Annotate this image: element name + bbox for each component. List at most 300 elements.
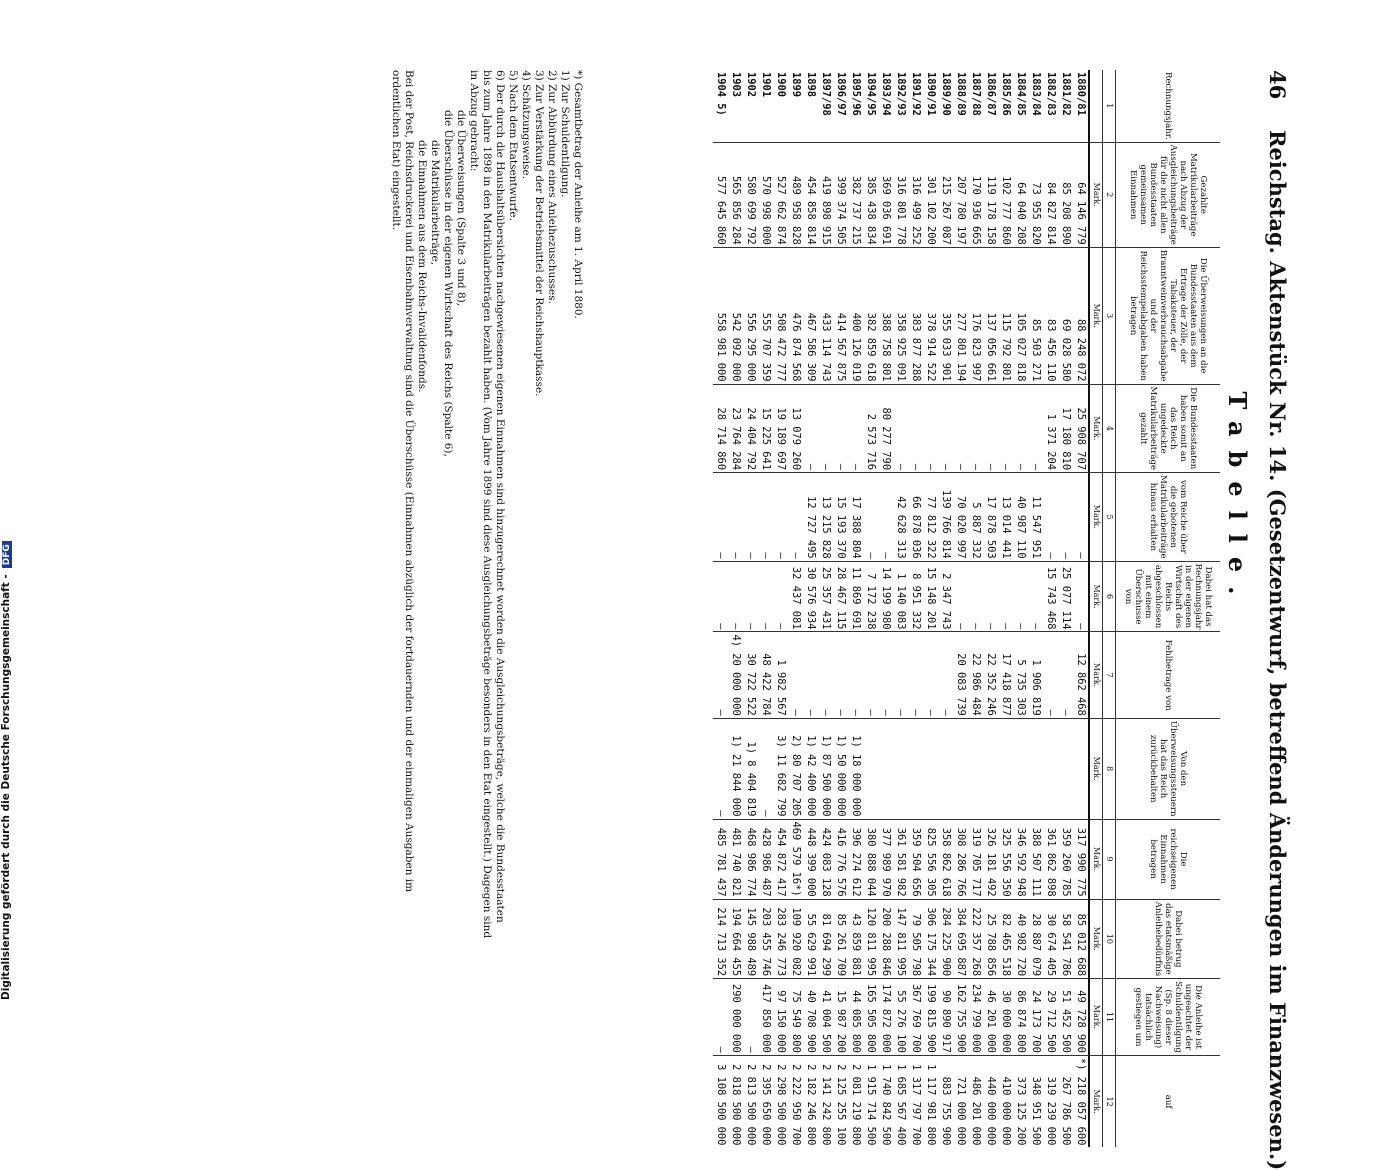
value-cell: 75 549 800 [788,979,803,1056]
value-cell: 346 592 948 [1013,819,1028,899]
footnotes [389,70,584,940]
value-cell: — [938,384,953,473]
value-cell: 85 012 688 [1073,899,1089,979]
value-cell: — [728,561,743,632]
column-number-8: 8 [1103,718,1116,819]
year-cell: 1880/81 [1075,72,1087,116]
value-cell: 58 541 786 [1058,899,1073,979]
value-cell: 64 040 208 [1013,142,1028,247]
year-cell: 1900 [775,72,787,98]
value-cell: 83 456 110 [1043,247,1058,384]
value-cell: 88 248 072 [1073,247,1089,384]
value-cell: 399 374 505 [833,142,848,247]
value-cell: 25 908 707 [1073,384,1089,473]
value-cell: 28 887 079 [1028,899,1043,979]
value-cell: 454 872 417 [773,819,788,899]
year-cell: 1903 [730,72,742,98]
value-cell: 1 915 714 500 [863,1055,878,1147]
value-cell: 2 222 950 700 [788,1055,803,1147]
value-cell: 358 862 618 [938,819,953,899]
footnote-line: 3) Zur Verstärkung der Betriebsmittel der Reichshauptkasse. [533,70,545,397]
value-cell: 15 225 641 [758,384,773,473]
value-cell: — [773,473,788,562]
value-cell: 51 452 500 [1058,979,1073,1056]
value-cell: 176 823 997 [968,247,983,384]
value-cell: — [968,561,983,632]
value-cell [998,718,1013,819]
column-number-10: 10 [1103,899,1116,979]
value-cell: 570 998 000 [758,142,773,247]
footnote-line: 1) Zur Schuldentilgung. [559,70,571,198]
value-cell: 468 986 774 [743,819,758,899]
value-cell: — [908,384,923,473]
column-unit-12: Mark. [1089,1055,1103,1147]
value-cell: 284 225 900 [938,899,953,979]
value-cell: 555 707 359 [758,247,773,384]
value-cell [1028,718,1043,819]
value-cell: — [953,384,968,473]
value-cell: 2 081 219 800 [848,1055,863,1147]
value-cell: 2 347 743 [938,561,953,632]
value-cell: 400 126 019 [848,247,863,384]
column-unit-4: Mark. [1089,384,1103,473]
value-cell: 215 267 087 [938,142,953,247]
year-cell: 1897/98 [820,72,832,116]
value-cell: — [1073,473,1089,562]
column-number-4: 4 [1103,384,1116,473]
value-cell: 42 628 313 [893,473,908,562]
value-cell: 55 629 991 [803,899,818,979]
value-cell: 22 352 246 [983,632,998,718]
footnote-line: die Matrikularbeiträge, [429,140,441,266]
value-cell: 145 988 489 [743,899,758,979]
column-number-12: 12 [1103,1055,1116,1147]
value-cell: — [833,384,848,473]
value-cell: — [893,632,908,718]
value-cell: 69 028 580 [1058,247,1073,384]
value-cell: 1) 21 844 000 [728,718,743,819]
value-cell: 105 027 818 [1013,247,1028,384]
year-cell: 1884/85 [1015,72,1027,116]
value-cell: 17 878 503 [983,473,998,562]
value-cell: 556 295 000 [743,247,758,384]
value-cell: 1 317 797 700 [908,1055,923,1147]
value-cell: — [923,632,938,718]
value-cell: — [713,561,728,632]
footer-text: Digitalisierung gefördert durch die Deutsche Forschungsgemeinschaft - [0,574,12,1000]
value-cell: 508 472 777 [773,247,788,384]
value-cell: 3) 11 682 799 [773,718,788,819]
value-cell: 308 286 766 [953,819,968,899]
value-cell: 43 859 881 [848,899,863,979]
value-cell: 580 699 792 [743,142,758,247]
value-cell: 489 958 828 [788,142,803,247]
value-cell: — [998,561,1013,632]
column-header-2: Gezahlte Matrikularbeiträge nach Abzug der Ausgleichungsbeiträge für die nicht allen Bundesstaaten gemeinsamen Einnahmen [1116,142,1221,247]
column-header-6: Dabei hat das Rechnungsjahr in der eigenen Wirtschaft des Reichs abgeschlossen mit einem Überschusse von [1116,561,1221,632]
value-cell: 44 085 800 [848,979,863,1056]
table-title: Tabelle. [1223,391,1252,609]
value-cell: 214 713 352 [713,899,728,979]
value-cell: 440 000 000 [983,1055,998,1147]
value-cell: 367 769 700 [908,979,923,1056]
value-cell: 424 083 128 [818,819,833,899]
table-row [1073,70,1089,1147]
value-cell: 1 117 981 800 [923,1055,938,1147]
value-cell: 3 108 500 000 [713,1055,728,1147]
column-number-2: 2 [1103,142,1116,247]
value-cell: 174 872 000 [878,979,893,1056]
year-cell: 1890/91 [925,72,937,116]
value-cell: 13 215 828 [818,473,833,562]
value-cell: 222 357 268 [968,899,983,979]
value-cell: 8 951 332 [908,561,923,632]
value-cell: 17 388 804 [848,473,863,562]
value-cell: 32 437 081 [788,561,803,632]
table-row [1013,70,1028,1147]
digitization-footer [0,0,20,1000]
value-cell: 85 208 890 [1058,142,1073,247]
value-cell [1058,718,1073,819]
value-cell: 81 694 299 [818,899,833,979]
value-cell: 86 874 800 [1013,979,1028,1056]
value-cell: 1) 42 400 000 [803,718,818,819]
value-cell: — [713,473,728,562]
value-cell: 17 180 810 [1058,384,1073,473]
value-cell: 2 818 500 000 [728,1055,743,1147]
value-cell: 2 141 242 800 [818,1055,833,1147]
value-cell: 28 714 860 [713,384,728,473]
value-cell: 348 951 500 [1028,1055,1043,1147]
value-cell: 369 036 691 [878,142,893,247]
value-cell: 326 181 492 [983,819,998,899]
column-unit-1 [1089,70,1103,142]
value-cell: 80 277 790 [878,384,893,473]
value-cell [863,718,878,819]
column-header-3: Die Überweisungen an die Bundesstaaten aus dem Ertrage der Zölle, der Tabaksteuer, der Branntweinverbrauchsabgabe und der Reichsstempelabgaben haben betragen [1116,247,1221,384]
year-cell: 1892/93 [895,72,907,116]
table-row [878,70,893,1147]
column-header-12: auf [1116,1055,1221,1147]
value-cell: 290 000 000 [728,979,743,1056]
value-cell: — [788,632,803,718]
value-cell [1043,718,1058,819]
footnote-line: 5) Nach dem Etatsentwurfe. [507,70,519,221]
value-cell: 2 298 500 000 [773,1055,788,1147]
value-cell [908,718,923,819]
column-unit-6: Mark. [1089,561,1103,632]
value-cell [1073,718,1089,819]
value-cell: — [818,632,833,718]
value-cell [983,718,998,819]
column-unit-10: Mark. [1089,899,1103,979]
value-cell: 577 645 860 [713,142,728,247]
column-unit-5: Mark. [1089,473,1103,562]
value-cell: 90 890 917 [938,979,953,1056]
value-cell: 23 764 284 [728,384,743,473]
table-row [998,70,1013,1147]
value-cell: 30 000 000 [998,979,1013,1056]
value-cell: 24 173 700 [1028,979,1043,1056]
dfg-logo: DFG [2,541,12,568]
year-cell: 1894/95 [865,72,877,116]
value-cell: — [983,561,998,632]
value-cell: — [848,632,863,718]
value-cell: 481 740 821 [728,819,743,899]
value-cell: — [1013,384,1028,473]
table-row [953,70,968,1147]
value-cell: 14 199 980 [878,561,893,632]
value-cell: 77 812 322 [923,473,938,562]
value-cell: 97 150 000 [773,979,788,1056]
page-header [1250,70,1290,1170]
year-cell: 1881/82 [1060,72,1072,116]
value-cell: 15 148 201 [923,561,938,632]
value-cell: 1 982 567 [773,632,788,718]
value-cell: 428 986 487 [758,819,773,899]
footnote-line: 6) Der durch die Haushaltsübersichten nachgewiesenen eigenen Einnahmen sind hinzugerechnet worden die Ausgleichungsbeträge, welche die Bundesstaaten bis zum Jahre 1898 in den Matrikularbeiträgen bezahlt haben. (Vom Jahre 1899 sind diese Ausgleichungsbeträge besonders in den Etat eingestellt.) Dagegen sind in Abzug gebracht: [468,70,506,939]
value-cell: 5 887 332 [968,473,983,562]
table-row [983,70,998,1147]
year-cell: 1902 [745,72,757,98]
value-cell: — [1028,561,1043,632]
year-cell: 1901 [760,72,772,98]
value-cell: 527 662 874 [773,142,788,247]
value-cell: 82 465 518 [998,899,1013,979]
value-cell: 30 722 522 [743,632,758,718]
value-cell: 66 878 036 [908,473,923,562]
year-cell: 1896/97 [835,72,847,116]
value-cell: 30 674 405 [1043,899,1058,979]
value-cell: — [728,473,743,562]
value-cell: — [998,384,1013,473]
value-cell: 1 740 842 500 [878,1055,893,1147]
value-cell: 1 906 819 [1028,632,1043,718]
value-cell: — [878,473,893,562]
value-cell: 380 888 044 [863,819,878,899]
value-cell: 825 556 305 [923,819,938,899]
value-cell: 2 182 246 800 [803,1055,818,1147]
value-cell: 721 000 000 [953,1055,968,1147]
value-cell: — [863,632,878,718]
value-cell: — [1013,561,1028,632]
column-header-11: Die Anleihe ist ungeachtet der Schuldentilgung (Sp. 8 dieser Nachweisung) tatsächlich gestiegen um [1116,979,1221,1056]
value-cell: 85 503 271 [1028,247,1043,384]
value-cell: 120 811 995 [863,899,878,979]
table-row [863,70,878,1147]
value-cell: 316 801 778 [893,142,908,247]
value-cell: — [713,979,728,1056]
value-cell: 355 033 901 [938,247,953,384]
value-cell: 4) 20 000 000 [728,632,743,718]
value-cell: 12 727 495 [803,473,818,562]
value-cell: 22 986 484 [968,632,983,718]
value-cell: 70 020 997 [953,473,968,562]
value-cell: 319 239 000 [1043,1055,1058,1147]
value-cell: 55 276 100 [893,979,908,1056]
column-header-4: Die Bundesstaaten haben somit an das Reich ungedeckte Matrikularbeiträge gezahlt [1116,384,1221,473]
value-cell: 378 914 522 [923,247,938,384]
value-cell: 25 788 856 [983,899,998,979]
value-cell: 2) 80 707 205 [788,718,803,819]
value-cell: — [1043,632,1058,718]
value-cell: 384 695 887 [953,899,968,979]
value-cell: — [803,384,818,473]
year-cell: 1888/89 [955,72,967,116]
value-cell: 7 172 238 [863,561,878,632]
value-cell: 28 467 115 [833,561,848,632]
value-cell: 147 811 995 [893,899,908,979]
year-cell: 1899 [790,72,802,98]
value-cell: 15 743 468 [1043,561,1058,632]
value-cell: 15 193 370 [833,473,848,562]
column-number-1: 1 [1103,70,1116,142]
table-row [1058,70,1073,1147]
value-cell: 417 850 000 [758,979,773,1056]
value-cell: 24 404 792 [743,384,758,473]
value-cell: 73 955 820 [1028,142,1043,247]
value-cell: 200 288 846 [878,899,893,979]
value-cell: 15 987 200 [833,979,848,1056]
value-cell: 486 201 000 [968,1055,983,1147]
value-cell: 40 982 720 [1013,899,1028,979]
column-unit-8: Mark. [1089,718,1103,819]
value-cell: 25 357 431 [818,561,833,632]
value-cell: 433 114 743 [818,247,833,384]
value-cell: 448 399 000 [803,819,818,899]
footnote-line: die Überweisungen (Spalte 3 und 8), [455,110,467,307]
table-row [848,70,863,1147]
value-cell: 203 455 746 [758,899,773,979]
column-unit-2: Mark. [1089,142,1103,247]
value-cell: 361 862 898 [1043,819,1058,899]
value-cell: 1 685 567 400 [893,1055,908,1147]
value-cell: 396 274 612 [848,819,863,899]
value-cell: 119 178 158 [983,142,998,247]
value-cell: 377 989 970 [878,819,893,899]
column-header-8: Von den Überweisungssteuern hat das Reich zurückbehalten [1116,718,1221,819]
value-cell: 234 799 000 [968,979,983,1056]
value-cell: 170 936 665 [968,142,983,247]
value-cell: — [773,561,788,632]
finance-table [713,70,1220,1147]
value-cell: — [833,632,848,718]
column-header-5: vom Reiche über die gebotenen Matrikularbeiträge hinaus erhalten [1116,473,1221,562]
column-number-5: 5 [1103,473,1116,562]
table-row [1043,70,1058,1147]
value-cell: 19 189 697 [773,384,788,473]
value-cell: 17 418 877 [998,632,1013,718]
value-cell: — [758,561,773,632]
value-cell: 419 898 915 [818,142,833,247]
value-cell: 85 261 709 [833,899,848,979]
value-cell: 64 146 779 [1073,142,1089,247]
value-cell [878,718,893,819]
table-row [728,70,743,1147]
value-cell: 383 877 288 [908,247,923,384]
table-row [803,70,818,1147]
value-cell: — [953,561,968,632]
value-cell: 283 246 773 [773,899,788,979]
year-cell: 1898 [805,72,817,98]
value-cell: 2 125 255 100 [833,1055,848,1147]
value-cell: 13 014 441 [998,473,1013,562]
value-cell: — [743,561,758,632]
value-cell: — [818,384,833,473]
table-row [833,70,848,1147]
year-cell: 1885/86 [1000,72,1012,116]
table-row [893,70,908,1147]
value-cell: 883 755 900 [938,1055,953,1147]
year-cell: 1891/92 [910,72,922,116]
value-cell: 40 987 110 [1013,473,1028,562]
value-cell: 46 201 000 [983,979,998,1056]
value-cell: 11 869 691 [848,561,863,632]
value-cell: — [803,632,818,718]
value-cell: — [758,718,773,819]
column-number-9: 9 [1103,819,1116,899]
value-cell: 48 422 784 [758,632,773,718]
value-cell: 40 708 900 [803,979,818,1056]
column-header-7: Fehlbetrage von [1116,632,1221,718]
year-cell: 1895/96 [850,72,862,116]
value-cell: 11 547 951 [1028,473,1043,562]
column-unit-3: Mark. [1089,247,1103,384]
year-cell: 1893/94 [880,72,892,116]
value-cell: 382 859 618 [863,247,878,384]
value-cell: — [1043,473,1058,562]
value-cell: — [1058,473,1073,562]
value-cell: — [968,384,983,473]
column-number-6: 6 [1103,561,1116,632]
value-cell: — [713,718,728,819]
value-cell: — [983,384,998,473]
value-cell: — [743,473,758,562]
value-cell: 317 990 775 [1073,819,1089,899]
value-cell: 12 862 468 [1073,632,1089,718]
value-cell: 102 777 860 [998,142,1013,247]
footnote-line: Bei der Post, Reichsdruckerei und Eisenbahnverwaltung sind die Überschüsse (Einnahmen abzüglich der fortdauernden und der einmaligen Ausgaben im ordentlichen Etat) eingestellt. [390,70,415,893]
value-cell [938,718,953,819]
value-cell: 2 573 716 [863,384,878,473]
value-cell: 109 920 082 [788,899,803,979]
value-cell: 1 140 083 [893,561,908,632]
table-row [968,70,983,1147]
value-cell: 373 125 200 [1013,1055,1028,1147]
value-cell: 29 712 500 [1043,979,1058,1056]
value-cell: 385 438 834 [863,142,878,247]
value-cell: 194 664 455 [728,899,743,979]
table-row [938,70,953,1147]
value-cell: 325 556 350 [998,819,1013,899]
value-cell: — [923,384,938,473]
value-cell: *) 218 057 600 [1073,1055,1089,1147]
value-cell: 139 766 814 [938,473,953,562]
value-cell: — [788,473,803,562]
table-row [743,70,758,1147]
value-cell [968,718,983,819]
value-cell: 79 505 798 [908,899,923,979]
value-cell: 416 776 576 [833,819,848,899]
value-cell: — [1028,384,1043,473]
value-cell [893,718,908,819]
value-cell: 1) 50 000 000 [833,718,848,819]
footnote-line: 2) Zur Abbürdung eines Anleihezuschusses. [546,70,558,304]
table-row [788,70,803,1147]
value-cell: 454 858 814 [803,142,818,247]
value-cell: — [908,632,923,718]
value-cell: — [878,632,893,718]
